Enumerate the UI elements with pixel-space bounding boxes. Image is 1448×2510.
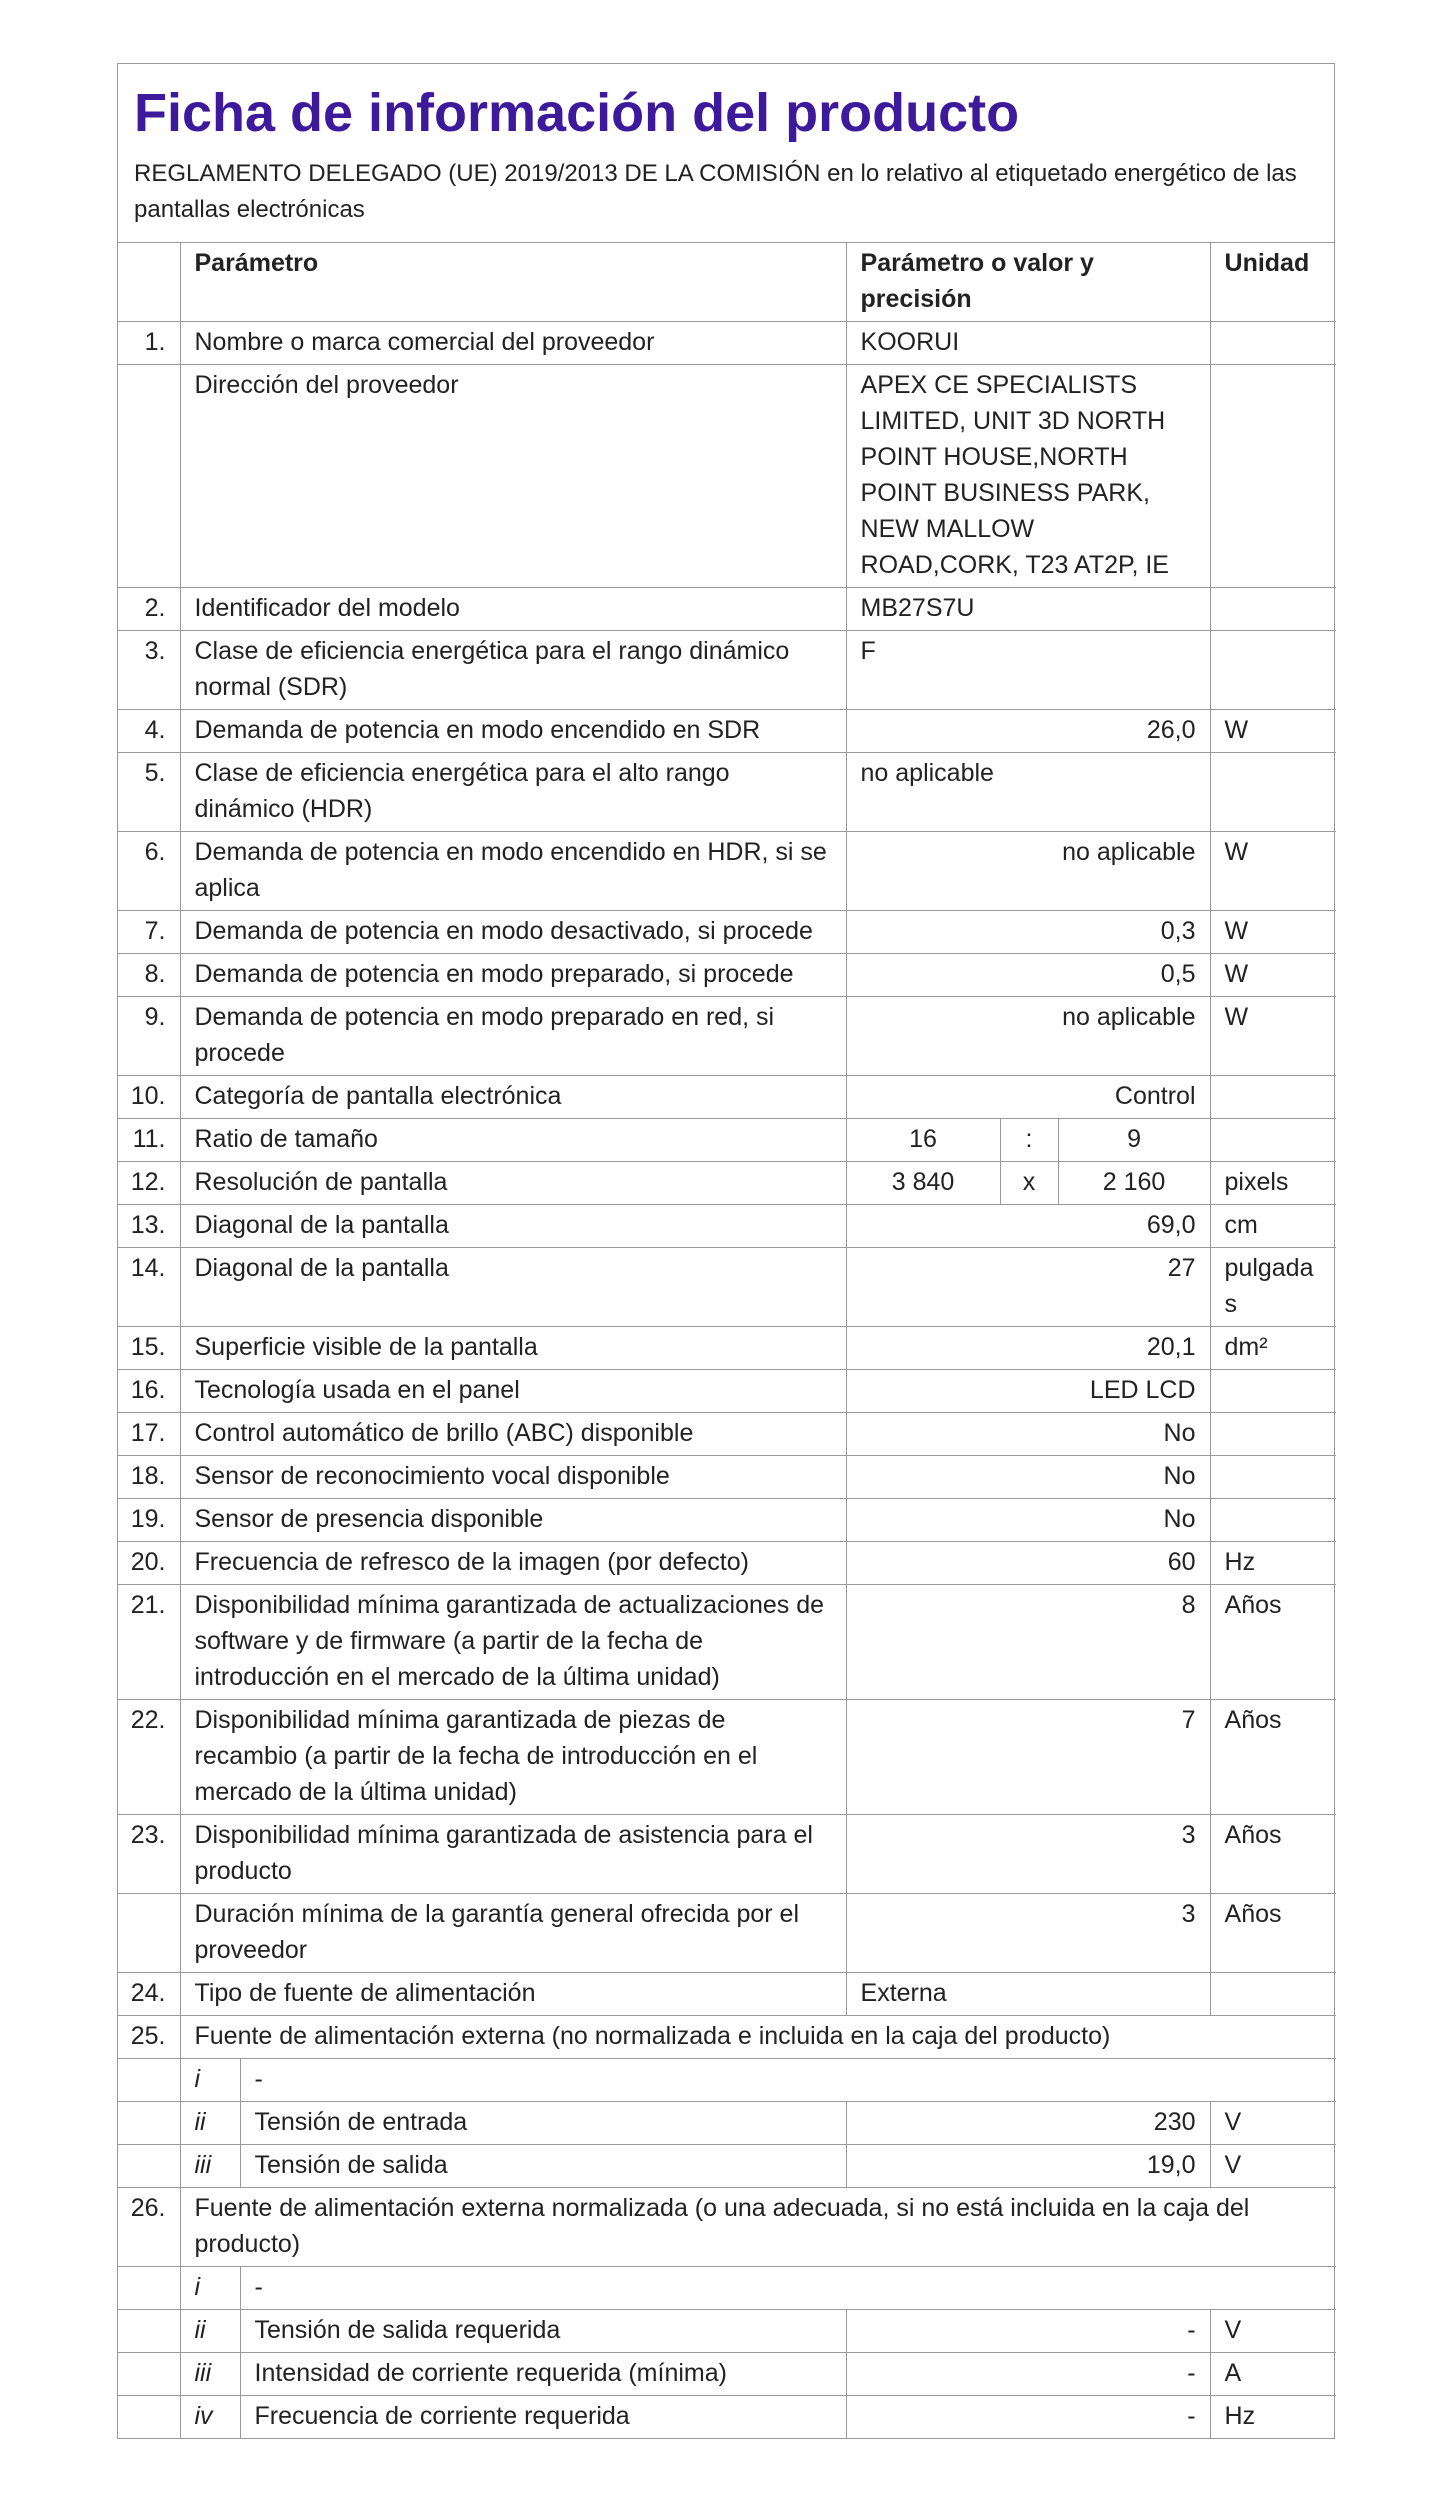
row-unit	[1210, 365, 1336, 588]
sub-row	[118, 2267, 1336, 2310]
row-parameter: Demanda de potencia en modo preparado, si procede	[180, 954, 846, 997]
table-row	[118, 1076, 1336, 1119]
row-number: 4.	[118, 710, 180, 753]
sub-row-parameter: -	[240, 2267, 1336, 2310]
row-parameter: Diagonal de la pantalla	[180, 1248, 846, 1327]
row-value: 3	[846, 1815, 1210, 1894]
row-value: 0,3	[846, 911, 1210, 954]
row-parameter: Control automático de brillo (ABC) disponible	[180, 1413, 846, 1456]
row-unit: dm²	[1210, 1327, 1336, 1370]
table-row	[118, 1205, 1336, 1248]
table-row	[118, 631, 1336, 710]
row-number	[118, 1894, 180, 1973]
row-value: 27	[846, 1248, 1210, 1327]
sub-row-index: iii	[180, 2145, 240, 2188]
row-number: 19.	[118, 1499, 180, 1542]
header-number-cell	[118, 243, 180, 322]
table-row	[118, 1327, 1336, 1370]
sub-row-index: ii	[180, 2310, 240, 2353]
sub-row-unit: V	[1210, 2145, 1336, 2188]
table-row	[118, 1700, 1336, 1815]
sub-row-index: ii	[180, 2102, 240, 2145]
ratio-separator: :	[1000, 1119, 1058, 1162]
row-parameter: Duración mínima de la garantía general ofrecida por el proveedor	[180, 1894, 846, 1973]
row-unit	[1210, 1076, 1336, 1119]
section-title: Fuente de alimentación externa (no normalizada e incluida en la caja del producto)	[180, 2016, 1336, 2059]
row-parameter: Resolución de pantalla	[180, 1162, 846, 1205]
sub-row-value: -	[846, 2396, 1210, 2439]
section-row-external-power	[118, 2016, 1336, 2059]
row-value: no aplicable	[846, 997, 1210, 1076]
row-value: 26,0	[846, 710, 1210, 753]
row-number: 14.	[118, 1248, 180, 1327]
row-parameter: Clase de eficiencia energética para el alto rango dinámico (HDR)	[180, 753, 846, 832]
sub-row-value: 19,0	[846, 2145, 1210, 2188]
row-unit	[1210, 1370, 1336, 1413]
regulation-subtitle: REGLAMENTO DELEGADO (UE) 2019/2013 DE LA COMISIÓN en lo relativo al etiquetado energético de las pantallas electrónicas	[134, 160, 1297, 223]
resolution-separator: x	[1000, 1162, 1058, 1205]
row-value: 8	[846, 1585, 1210, 1700]
row-number	[118, 2059, 180, 2102]
sub-row	[118, 2310, 1336, 2353]
table-row	[118, 365, 1336, 588]
row-number: 24.	[118, 1973, 180, 2016]
row-parameter: Demanda de potencia en modo desactivado, si procede	[180, 911, 846, 954]
row-unit: Años	[1210, 1894, 1336, 1973]
sub-row	[118, 2102, 1336, 2145]
header-value: Parámetro o valor y precisión	[846, 243, 1210, 322]
table-row	[118, 1542, 1336, 1585]
table-row	[118, 911, 1336, 954]
row-unit: W	[1210, 997, 1336, 1076]
row-number: 10.	[118, 1076, 180, 1119]
page-title: Ficha de información del producto	[134, 83, 1020, 143]
row-unit	[1210, 1413, 1336, 1456]
row-value: LED LCD	[846, 1370, 1210, 1413]
resolution-height-value: 2 160	[1058, 1162, 1210, 1205]
table-row	[118, 1248, 1336, 1327]
row-value: 60	[846, 1542, 1210, 1585]
ratio-width-value: 16	[846, 1119, 1000, 1162]
table-row	[118, 1370, 1336, 1413]
row-parameter: Identificador del modelo	[180, 588, 846, 631]
row-parameter: Disponibilidad mínima garantizada de piezas de recambio (a partir de la fecha de introducción en el mercado de la última unidad)	[180, 1700, 846, 1815]
row-unit: W	[1210, 710, 1336, 753]
row-number: 2.	[118, 588, 180, 631]
table-row	[118, 322, 1336, 365]
row-parameter: Categoría de pantalla electrónica	[180, 1076, 846, 1119]
row-value: 7	[846, 1700, 1210, 1815]
sub-row	[118, 2353, 1336, 2396]
row-unit: Hz	[1210, 1542, 1336, 1585]
sub-row-parameter: Frecuencia de corriente requerida	[240, 2396, 846, 2439]
sub-row	[118, 2145, 1336, 2188]
row-value: APEX CE SPECIALISTS LIMITED, UNIT 3D NORTH POINT HOUSE,NORTH POINT BUSINESS PARK, NEW MALLOW ROAD,CORK, T23 AT2P, IE	[846, 365, 1210, 588]
sub-row-unit: Hz	[1210, 2396, 1336, 2439]
row-number: 8.	[118, 954, 180, 997]
row-number: 15.	[118, 1327, 180, 1370]
table-row	[118, 1413, 1336, 1456]
row-unit	[1210, 753, 1336, 832]
section-row-standard-power	[118, 2188, 1336, 2267]
row-number: 25.	[118, 2016, 180, 2059]
sub-row-parameter: Intensidad de corriente requerida (mínima)	[240, 2353, 846, 2396]
row-parameter: Demanda de potencia en modo encendido en SDR	[180, 710, 846, 753]
row-unit: W	[1210, 954, 1336, 997]
product-information-sheet	[117, 63, 1335, 2439]
row-number: 12.	[118, 1162, 180, 1205]
header-unit: Unidad	[1210, 243, 1336, 322]
row-unit: W	[1210, 832, 1336, 911]
resolution-width-value: 3 840	[846, 1162, 1000, 1205]
ratio-height-value: 9	[1058, 1119, 1210, 1162]
sub-row-value: -	[846, 2353, 1210, 2396]
row-number: 5.	[118, 753, 180, 832]
row-number: 16.	[118, 1370, 180, 1413]
row-value: No	[846, 1456, 1210, 1499]
row-number: 23.	[118, 1815, 180, 1894]
row-parameter: Tipo de fuente de alimentación	[180, 1973, 846, 2016]
row-number: 22.	[118, 1700, 180, 1815]
row-parameter: Nombre o marca comercial del proveedor	[180, 322, 846, 365]
row-value: Externa	[846, 1973, 1210, 2016]
row-unit: pixels	[1210, 1162, 1336, 1205]
sub-row-parameter: Tensión de salida	[240, 2145, 846, 2188]
row-number: 13.	[118, 1205, 180, 1248]
row-number: 18.	[118, 1456, 180, 1499]
parameter-table	[118, 243, 1336, 2438]
table-header-row	[118, 243, 1336, 322]
row-number	[118, 2353, 180, 2396]
sub-row-index: i	[180, 2059, 240, 2102]
row-parameter: Sensor de presencia disponible	[180, 1499, 846, 1542]
row-number: 21.	[118, 1585, 180, 1700]
table-row	[118, 1456, 1336, 1499]
row-unit	[1210, 1119, 1336, 1162]
row-parameter: Demanda de potencia en modo encendido en HDR, si se aplica	[180, 832, 846, 911]
row-value: No	[846, 1499, 1210, 1542]
row-number: 9.	[118, 997, 180, 1076]
row-unit: pulgadas	[1210, 1248, 1336, 1327]
row-value: no aplicable	[846, 832, 1210, 911]
header-parameter: Parámetro	[180, 243, 846, 322]
table-row	[118, 1815, 1336, 1894]
sub-row-index: iv	[180, 2396, 240, 2439]
table-row	[118, 997, 1336, 1076]
row-value: Control	[846, 1076, 1210, 1119]
row-parameter: Disponibilidad mínima garantizada de asistencia para el producto	[180, 1815, 846, 1894]
row-number: 1.	[118, 322, 180, 365]
sub-row-unit: V	[1210, 2310, 1336, 2353]
row-parameter: Clase de eficiencia energética para el rango dinámico normal (SDR)	[180, 631, 846, 710]
row-number	[118, 2267, 180, 2310]
row-number	[118, 365, 180, 588]
row-parameter: Sensor de reconocimiento vocal disponible	[180, 1456, 846, 1499]
sub-row-value: -	[846, 2310, 1210, 2353]
row-value: No	[846, 1413, 1210, 1456]
row-parameter: Frecuencia de refresco de la imagen (por defecto)	[180, 1542, 846, 1585]
row-unit: W	[1210, 911, 1336, 954]
row-unit: Años	[1210, 1585, 1336, 1700]
row-parameter: Tecnología usada en el panel	[180, 1370, 846, 1413]
row-unit	[1210, 1456, 1336, 1499]
row-unit: Años	[1210, 1815, 1336, 1894]
row-unit	[1210, 1499, 1336, 1542]
sub-row-parameter: Tensión de salida requerida	[240, 2310, 846, 2353]
table-row	[118, 588, 1336, 631]
table-row	[118, 753, 1336, 832]
row-number: 11.	[118, 1119, 180, 1162]
row-value: 3	[846, 1894, 1210, 1973]
row-number	[118, 2102, 180, 2145]
row-number: 26.	[118, 2188, 180, 2267]
table-row	[118, 1585, 1336, 1700]
sub-row-value: 230	[846, 2102, 1210, 2145]
row-unit	[1210, 1973, 1336, 2016]
table-row	[118, 954, 1336, 997]
row-number	[118, 2310, 180, 2353]
row-number: 6.	[118, 832, 180, 911]
sub-row-unit: V	[1210, 2102, 1336, 2145]
table-row	[118, 1894, 1336, 1973]
sub-row	[118, 2059, 1336, 2102]
sub-row-index: iii	[180, 2353, 240, 2396]
sub-row-unit: A	[1210, 2353, 1336, 2396]
row-number: 20.	[118, 1542, 180, 1585]
row-parameter: Demanda de potencia en modo preparado en red, si procede	[180, 997, 846, 1076]
row-value: KOORUI	[846, 322, 1210, 365]
row-unit	[1210, 588, 1336, 631]
row-parameter: Superficie visible de la pantalla	[180, 1327, 846, 1370]
sheet-header	[118, 64, 1334, 243]
row-value: 0,5	[846, 954, 1210, 997]
row-parameter: Diagonal de la pantalla	[180, 1205, 846, 1248]
row-number: 3.	[118, 631, 180, 710]
section-title: Fuente de alimentación externa normalizada (o una adecuada, si no está incluida en la caja del producto)	[180, 2188, 1336, 2267]
row-number	[118, 2145, 180, 2188]
row-parameter: Ratio de tamaño	[180, 1119, 846, 1162]
sub-row-index: i	[180, 2267, 240, 2310]
sub-row-parameter: -	[240, 2059, 1336, 2102]
row-number	[118, 2396, 180, 2439]
row-value: 69,0	[846, 1205, 1210, 1248]
row-parameter: Disponibilidad mínima garantizada de actualizaciones de software y de firmware (a partir de la fecha de introducción en el mercado de la última unidad)	[180, 1585, 846, 1700]
table-row	[118, 1973, 1336, 2016]
row-unit	[1210, 322, 1336, 365]
table-row	[118, 1162, 1336, 1205]
table-row	[118, 1119, 1336, 1162]
row-unit: cm	[1210, 1205, 1336, 1248]
row-value: MB27S7U	[846, 588, 1210, 631]
table-row	[118, 710, 1336, 753]
row-value: F	[846, 631, 1210, 710]
row-parameter: Dirección del proveedor	[180, 365, 846, 588]
sub-row	[118, 2396, 1336, 2439]
row-unit	[1210, 631, 1336, 710]
row-number: 17.	[118, 1413, 180, 1456]
row-value: 20,1	[846, 1327, 1210, 1370]
row-number: 7.	[118, 911, 180, 954]
table-row	[118, 832, 1336, 911]
row-value: no aplicable	[846, 753, 1210, 832]
row-unit: Años	[1210, 1700, 1336, 1815]
sub-row-parameter: Tensión de entrada	[240, 2102, 846, 2145]
table-row	[118, 1499, 1336, 1542]
